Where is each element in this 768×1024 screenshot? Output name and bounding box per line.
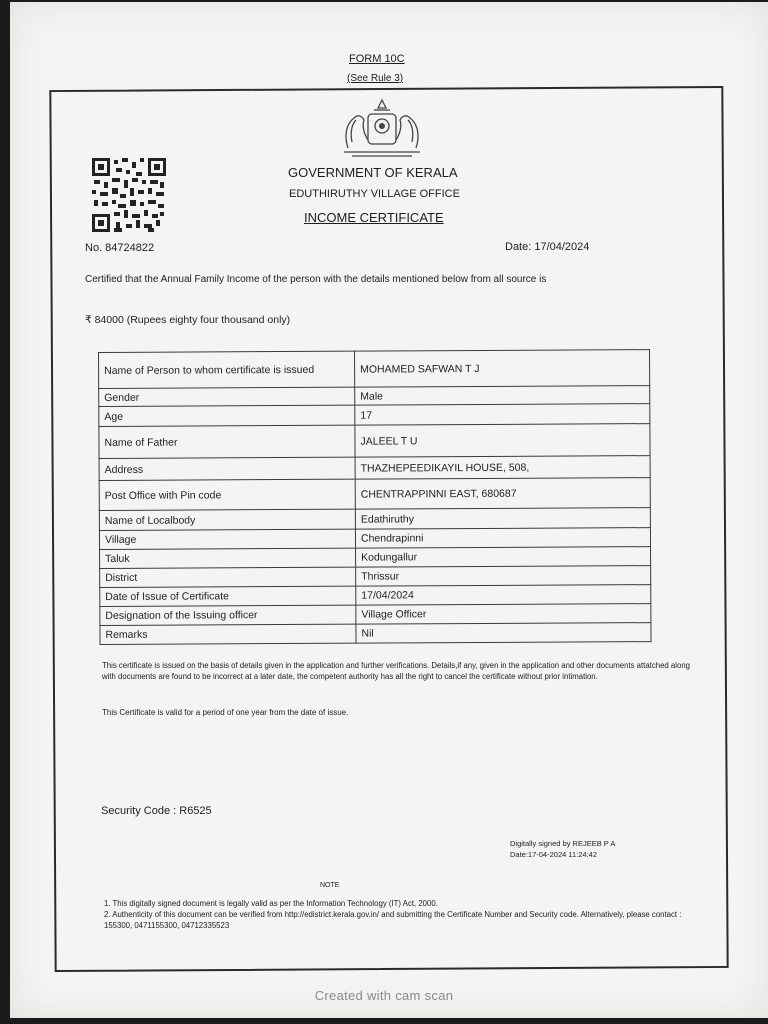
row-value: Nil: [356, 623, 651, 644]
income-amount: ₹ 84000 (Rupees eighty four thousand only): [85, 314, 291, 326]
security-code: Security Code : R6525: [101, 805, 212, 817]
details-table: [98, 349, 652, 645]
certificate-number: No. 84724822: [85, 242, 155, 254]
validity-text: This Certificate is valid for a period of one year from the date of issue.: [102, 708, 349, 717]
row-label: Name of Person to whom certificate is issued: [99, 351, 355, 388]
kerala-state-emblem-icon: [334, 96, 430, 158]
note-line-2: 2. Authenticity of this document can be verified from http://edistrict.kerala.gov.in/ and submitting the Certificate Number and Security code. Alternatively, please contact : 155300, 0471155300, 04712335523: [104, 910, 682, 930]
certificate-title: INCOME CERTIFICATE: [304, 210, 444, 225]
row-label: District: [100, 567, 356, 587]
row-value: CHENTRAPPINNI EAST, 680687: [355, 478, 650, 510]
row-value: 17/04/2024: [356, 585, 651, 606]
table-row: [100, 623, 651, 645]
row-label: Designation of the Issuing officer: [100, 605, 356, 625]
qr-code-icon: [92, 158, 166, 232]
row-value: Thrissur: [356, 566, 651, 587]
row-label: Name of Father: [99, 425, 355, 458]
table-row: [99, 424, 650, 459]
row-value: Male: [355, 386, 650, 406]
table-row: [99, 350, 650, 389]
row-value: Village Officer: [356, 604, 651, 625]
row-value: THAZHEPEEDIKAYIL HOUSE, 508,: [355, 456, 650, 480]
table-row: [99, 478, 650, 511]
row-value: Chendrapinni: [355, 528, 650, 549]
row-label: Remarks: [100, 624, 356, 644]
certified-statement: Certified that the Annual Family Income of the person with the details mentioned below from all source is: [85, 274, 547, 285]
row-value: 17: [355, 404, 650, 426]
row-label: Address: [99, 457, 355, 480]
notes: [104, 898, 694, 931]
form-number: FORM 10C: [349, 53, 405, 65]
government-heading: GOVERNMENT OF KERALA: [288, 165, 458, 180]
table-row: [99, 456, 650, 481]
row-label: Date of Issue of Certificate: [100, 586, 356, 606]
note-heading: NOTE: [320, 882, 340, 889]
row-label: Gender: [99, 387, 355, 406]
row-value: JALEEL T U: [355, 424, 650, 458]
row-label: Village: [99, 529, 355, 549]
row-label: Name of Localbody: [99, 509, 355, 530]
certificate-date: Date: 17/04/2024: [505, 241, 590, 253]
row-label: Age: [99, 405, 355, 426]
row-value: Kodungallur: [356, 547, 651, 568]
signed-date: Date:17-04-2024 11:24:42: [510, 850, 598, 859]
row-label: Post Office with Pin code: [99, 479, 355, 510]
row-value: MOHAMED SAFWAN T J: [354, 350, 649, 388]
digital-signature: [510, 838, 615, 860]
note-line-1: 1. This digitally signed document is legally valid as per the Information Technology (IT) Act, 2000.: [104, 899, 438, 908]
signed-by: Digitally signed by REJEEB P A: [510, 839, 616, 848]
see-rule: (See Rule 3): [347, 73, 404, 84]
scanner-watermark: Created with cam scan: [314, 988, 454, 1003]
row-label: Taluk: [100, 548, 356, 568]
row-value: Edathiruthy: [355, 508, 650, 530]
office-heading: EDUTHIRUTHY VILLAGE OFFICE: [289, 188, 460, 200]
disclaimer-text: This certificate is issued on the basis of details given in the application and further verifications. Details,if any, given in the application and other documents attatched along with documents are found to be incorrect at a later date, the competent authority has all the right to cancel the certificate without prior intimation.: [102, 661, 690, 681]
